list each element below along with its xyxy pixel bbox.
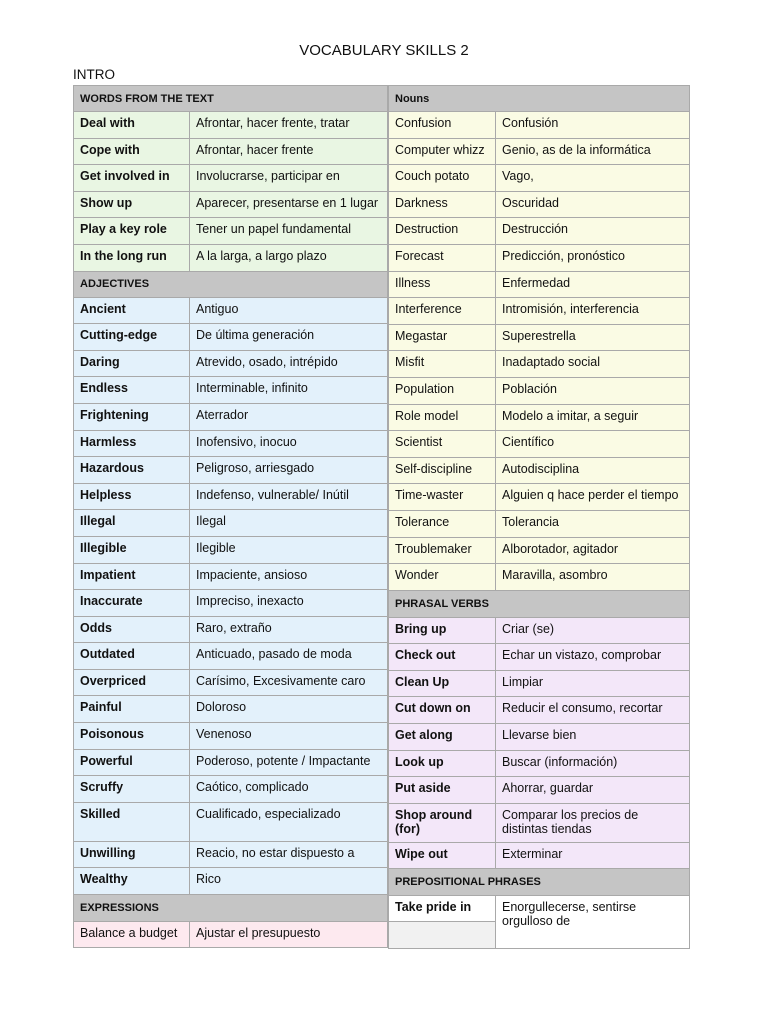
english-term: Powerful bbox=[73, 750, 189, 776]
spanish-translation: Tolerancia bbox=[495, 511, 690, 537]
english-term: Cutting-edge bbox=[73, 324, 189, 350]
english-term: Time-waster bbox=[388, 484, 495, 510]
section-header-label: PHRASAL VERBS bbox=[388, 591, 690, 617]
english-term: Cope with bbox=[73, 139, 189, 165]
section-header-label: PREPOSITIONAL PHRASES bbox=[388, 869, 690, 895]
english-term: Misfit bbox=[388, 351, 495, 377]
english-term: Destruction bbox=[388, 218, 495, 244]
vocab-row bbox=[73, 564, 388, 591]
vocab-row bbox=[73, 723, 388, 750]
vocab-row bbox=[73, 590, 388, 617]
vocab-row bbox=[388, 431, 690, 458]
vocab-row bbox=[388, 245, 690, 272]
spanish-translation: Ahorrar, guardar bbox=[495, 777, 690, 803]
english-term: Painful bbox=[73, 696, 189, 722]
english-term: Illness bbox=[388, 272, 495, 298]
vocab-row bbox=[73, 404, 388, 431]
spanish-translation: Enorgullecerse, sentirse orgulloso de bbox=[495, 896, 690, 948]
vocab-row bbox=[73, 510, 388, 537]
spanish-translation: Superestrella bbox=[495, 325, 690, 351]
spanish-translation: Ajustar el presupuesto bbox=[189, 922, 388, 947]
vocab-row bbox=[388, 644, 690, 671]
spanish-translation: Autodisciplina bbox=[495, 458, 690, 484]
spanish-translation: Antiguo bbox=[189, 298, 388, 324]
english-term: Tolerance bbox=[388, 511, 495, 537]
english-term: Population bbox=[388, 378, 495, 404]
spanish-translation: Rico bbox=[189, 868, 388, 894]
section-header-label: ADJECTIVES bbox=[73, 272, 388, 297]
vocab-row bbox=[73, 298, 388, 325]
spanish-translation: Atrevido, osado, intrépido bbox=[189, 351, 388, 377]
english-term: Play a key role bbox=[73, 218, 189, 244]
spanish-translation: Confusión bbox=[495, 112, 690, 138]
spanish-translation: Raro, extraño bbox=[189, 617, 388, 643]
english-term: Clean Up bbox=[388, 671, 495, 697]
vocab-row bbox=[388, 378, 690, 405]
spanish-translation: De última generación bbox=[189, 324, 388, 350]
vocab-row bbox=[73, 218, 388, 245]
vocab-row bbox=[388, 458, 690, 485]
english-term: Wipe out bbox=[388, 843, 495, 869]
spanish-translation: Involucrarse, participar en bbox=[189, 165, 388, 191]
english-term: Skilled bbox=[73, 803, 189, 841]
empty-cell bbox=[389, 922, 495, 948]
english-term: Scientist bbox=[388, 431, 495, 457]
vocab-row bbox=[388, 192, 690, 219]
spanish-translation: Anticuado, pasado de moda bbox=[189, 643, 388, 669]
spanish-translation: Científico bbox=[495, 431, 690, 457]
vocab-row bbox=[388, 697, 690, 724]
vocab-row bbox=[73, 484, 388, 511]
spanish-translation: Maravilla, asombro bbox=[495, 564, 690, 590]
spanish-translation: Doloroso bbox=[189, 696, 388, 722]
english-term: Inaccurate bbox=[73, 590, 189, 616]
vocab-row bbox=[73, 696, 388, 723]
vocab-row bbox=[388, 139, 690, 166]
spanish-translation: Alguien q hace perder el tiempo bbox=[495, 484, 690, 510]
document-title: VOCABULARY SKILLS 2 bbox=[299, 42, 469, 59]
vocab-row bbox=[73, 537, 388, 564]
english-term: Couch potato bbox=[388, 165, 495, 191]
english-term: Bring up bbox=[388, 618, 495, 644]
vocab-row bbox=[388, 272, 690, 299]
spanish-translation: Modelo a imitar, a seguir bbox=[495, 405, 690, 431]
spanish-translation: Indefenso, vulnerable/ Inútil bbox=[189, 484, 388, 510]
english-term-text: Take pride in bbox=[389, 896, 495, 922]
vocab-row bbox=[73, 617, 388, 644]
english-term: Helpless bbox=[73, 484, 189, 510]
vocab-row bbox=[388, 325, 690, 352]
vocab-row bbox=[388, 804, 690, 843]
vocab-row bbox=[388, 671, 690, 698]
english-term: Look up bbox=[388, 751, 495, 777]
english-term: Overpriced bbox=[73, 670, 189, 696]
spanish-translation: Ilegible bbox=[189, 537, 388, 563]
vocab-row bbox=[73, 245, 388, 272]
vocab-row bbox=[388, 618, 690, 645]
english-term: Role model bbox=[388, 405, 495, 431]
vocab-row bbox=[73, 431, 388, 458]
vocab-row bbox=[388, 165, 690, 192]
english-term: Frightening bbox=[73, 404, 189, 430]
spanish-translation: Reacio, no estar dispuesto a bbox=[189, 842, 388, 868]
spanish-translation: Reducir el consumo, recortar bbox=[495, 697, 690, 723]
english-term: Megastar bbox=[388, 325, 495, 351]
vocab-row bbox=[388, 511, 690, 538]
spanish-translation: Criar (se) bbox=[495, 618, 690, 644]
vocab-row bbox=[73, 112, 388, 139]
spanish-translation: Buscar (información) bbox=[495, 751, 690, 777]
spanish-translation: Impreciso, inexacto bbox=[189, 590, 388, 616]
english-term: Forecast bbox=[388, 245, 495, 271]
spanish-translation: Aterrador bbox=[189, 404, 388, 430]
english-term: Get involved in bbox=[73, 165, 189, 191]
vocab-row bbox=[73, 776, 388, 803]
spanish-translation: Caótico, complicado bbox=[189, 776, 388, 802]
vocab-row bbox=[73, 324, 388, 351]
english-term: Outdated bbox=[73, 643, 189, 669]
vocab-row bbox=[73, 750, 388, 777]
spanish-translation: Venenoso bbox=[189, 723, 388, 749]
english-term: Hazardous bbox=[73, 457, 189, 483]
spanish-translation: Afrontar, hacer frente bbox=[189, 139, 388, 165]
vocab-row bbox=[73, 165, 388, 192]
spanish-translation: Ilegal bbox=[189, 510, 388, 536]
english-term: Self-discipline bbox=[388, 458, 495, 484]
english-term: Put aside bbox=[388, 777, 495, 803]
vocab-row bbox=[388, 724, 690, 751]
spanish-translation: Inadaptado social bbox=[495, 351, 690, 377]
spanish-translation: Llevarse bien bbox=[495, 724, 690, 750]
english-term: Shop around (for) bbox=[388, 804, 495, 842]
spanish-translation: Comparar los precios de distintas tiendas bbox=[495, 804, 690, 842]
vocab-row bbox=[388, 538, 690, 565]
english-term: Computer whizz bbox=[388, 139, 495, 165]
english-term: In the long run bbox=[73, 245, 189, 271]
spanish-translation: Tener un papel fundamental bbox=[189, 218, 388, 244]
spanish-translation: Cualificado, especializado bbox=[189, 803, 388, 841]
english-term: Odds bbox=[73, 617, 189, 643]
english-term: Scruffy bbox=[73, 776, 189, 802]
english-term: Show up bbox=[73, 192, 189, 218]
vocab-row bbox=[388, 843, 690, 870]
section-header-nouns bbox=[388, 85, 690, 112]
section-header-label: WORDS FROM THE TEXT bbox=[73, 86, 388, 111]
english-term: Balance a budget bbox=[73, 922, 189, 947]
spanish-translation: Exterminar bbox=[495, 843, 690, 869]
spanish-translation: Interminable, infinito bbox=[189, 377, 388, 403]
vocab-row bbox=[388, 405, 690, 432]
spanish-translation: Aparecer, presentarse en 1 lugar bbox=[189, 192, 388, 218]
spanish-translation: Peligroso, arriesgado bbox=[189, 457, 388, 483]
vocab-row bbox=[388, 777, 690, 804]
vocab-row bbox=[73, 643, 388, 670]
section-header-label: EXPRESSIONS bbox=[73, 895, 388, 921]
english-term: Endless bbox=[73, 377, 189, 403]
vocab-row bbox=[73, 351, 388, 378]
english-term: Darkness bbox=[388, 192, 495, 218]
spanish-translation: Destrucción bbox=[495, 218, 690, 244]
spanish-translation: Echar un vistazo, comprobar bbox=[495, 644, 690, 670]
section-header-expressions bbox=[73, 895, 388, 922]
english-term: Unwilling bbox=[73, 842, 189, 868]
right-column bbox=[388, 85, 690, 949]
vocab-row bbox=[73, 457, 388, 484]
vocab-row bbox=[73, 842, 388, 869]
vocab-row bbox=[73, 377, 388, 404]
vocab-row bbox=[73, 192, 388, 219]
english-term: Get along bbox=[388, 724, 495, 750]
english-term: Ancient bbox=[73, 298, 189, 324]
english-term: Harmless bbox=[73, 431, 189, 457]
spanish-translation: Impaciente, ansioso bbox=[189, 564, 388, 590]
english-term: Check out bbox=[388, 644, 495, 670]
english-term: Illegal bbox=[73, 510, 189, 536]
section-header-label: Nouns bbox=[388, 86, 690, 111]
spanish-translation: Enfermedad bbox=[495, 272, 690, 298]
vocab-row bbox=[73, 139, 388, 166]
english-term: Impatient bbox=[73, 564, 189, 590]
vocab-row bbox=[388, 751, 690, 778]
english-term: Confusion bbox=[388, 112, 495, 138]
vocab-row bbox=[388, 896, 690, 949]
english-term: Cut down on bbox=[388, 697, 495, 723]
spanish-translation: Genio, as de la informática bbox=[495, 139, 690, 165]
vocab-row bbox=[388, 564, 690, 591]
vocab-row bbox=[388, 218, 690, 245]
spanish-translation: Intromisión, interferencia bbox=[495, 298, 690, 324]
spanish-translation: Predicción, pronóstico bbox=[495, 245, 690, 271]
english-term: Illegible bbox=[73, 537, 189, 563]
english-term: Interference bbox=[388, 298, 495, 324]
vocab-row bbox=[388, 298, 690, 325]
spanish-translation: Carísimo, Excesivamente caro bbox=[189, 670, 388, 696]
vocab-row bbox=[388, 351, 690, 378]
vocab-row bbox=[388, 484, 690, 511]
intro-heading: INTRO bbox=[73, 67, 115, 82]
english-term: Daring bbox=[73, 351, 189, 377]
english-term: Poisonous bbox=[73, 723, 189, 749]
spanish-translation: Afrontar, hacer frente, tratar bbox=[189, 112, 388, 138]
spanish-translation: Limpiar bbox=[495, 671, 690, 697]
vocab-row bbox=[73, 670, 388, 697]
spanish-translation: Inofensivo, inocuo bbox=[189, 431, 388, 457]
section-header-prepositional-phrases bbox=[388, 869, 690, 896]
english-term: Deal with bbox=[73, 112, 189, 138]
spanish-translation: Oscuridad bbox=[495, 192, 690, 218]
vocab-row bbox=[388, 112, 690, 139]
english-term: Wonder bbox=[388, 564, 495, 590]
vocab-row bbox=[73, 868, 388, 895]
english-term: Troublemaker bbox=[388, 538, 495, 564]
section-header-adjectives bbox=[73, 272, 388, 298]
english-term bbox=[388, 896, 495, 948]
spanish-translation: Población bbox=[495, 378, 690, 404]
section-header-phrasal-verbs bbox=[388, 591, 690, 618]
vocab-row bbox=[73, 803, 388, 842]
spanish-translation: Alborotador, agitador bbox=[495, 538, 690, 564]
english-term: Wealthy bbox=[73, 868, 189, 894]
spanish-translation: A la larga, a largo plazo bbox=[189, 245, 388, 271]
section-header-words bbox=[73, 85, 388, 112]
spanish-translation: Vago, bbox=[495, 165, 690, 191]
spanish-translation: Poderoso, potente / Impactante bbox=[189, 750, 388, 776]
left-column bbox=[73, 85, 388, 948]
vocab-row bbox=[73, 922, 388, 948]
